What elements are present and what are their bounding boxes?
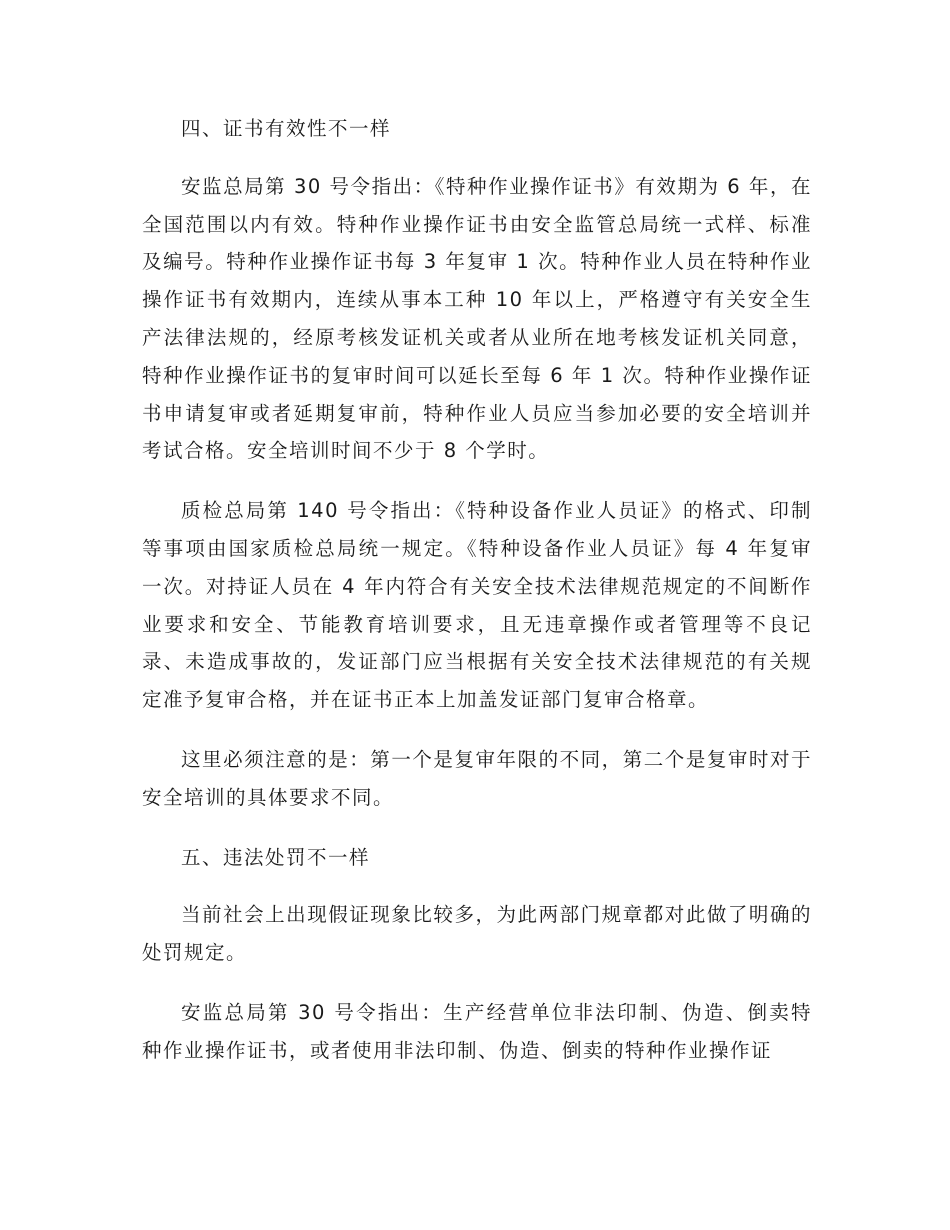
document-body <box>142 110 812 1092</box>
paragraph-safety-order-30-penalty: 安监总局第 30 号令指出：生产经营单位非法印制、伪造、倒卖特种作业操作证书，或者使用非法印制、伪造、倒卖的特种作业操作证 <box>142 1000 812 1062</box>
paragraph-note: 这里必须注意的是：第一个是复审年限的不同，第二个是复审时对于安全培训的具体要求不同。 <box>142 747 812 809</box>
section-heading-5: 五、违法处罚不一样 <box>181 845 371 869</box>
section-heading-4: 四、证书有效性不一样 <box>181 117 392 140</box>
paragraph-safety-order-30: 安监总局第 30 号令指出：《特种作业操作证书》有效期为 6 年，在全国范围以内有效。特种作业操作证书由安全监管总局统一式样、标准及编号。特种作业操作证书每 3 年复审 1 次。特种作业人员在特种作业操作证书有效期内，连续从事本工种 10 年以上，严格遵守有关安全生产法律法规的，经原考核发证机关或者从业所在地考核发证机关同意，特种作业操作证书的复审时间可以延长至每 6 年 1 次。特种作业操作证书申请复审或者延期复审前，特种作业人员应当参加必要的安全培训并考试合格。安全培训时间不少于 8 个学时。 <box>142 174 812 463</box>
paragraph-quality-order-140: 质检总局第 140 号令指出：《特种设备作业人员证》的格式、印制等事项由国家质检总局统一规定。《特种设备作业人员证》每 4 年复审一次。对持证人员在 4 年内符合有关安全技术法律规范规定的不间断作业要求和安全、节能教育培训要求，且无违章操作或者管理等不良记录、未造成事故的，发证部门应当根据有关安全技术法律规范的有关规定准予复审合格，并在证书正本上加盖发证部门复审合格章。 <box>142 499 812 712</box>
paragraph-fake-certificates: 当前社会上出现假证现象比较多，为此两部门规章都对此做了明确的处罚规定。 <box>142 903 812 965</box>
